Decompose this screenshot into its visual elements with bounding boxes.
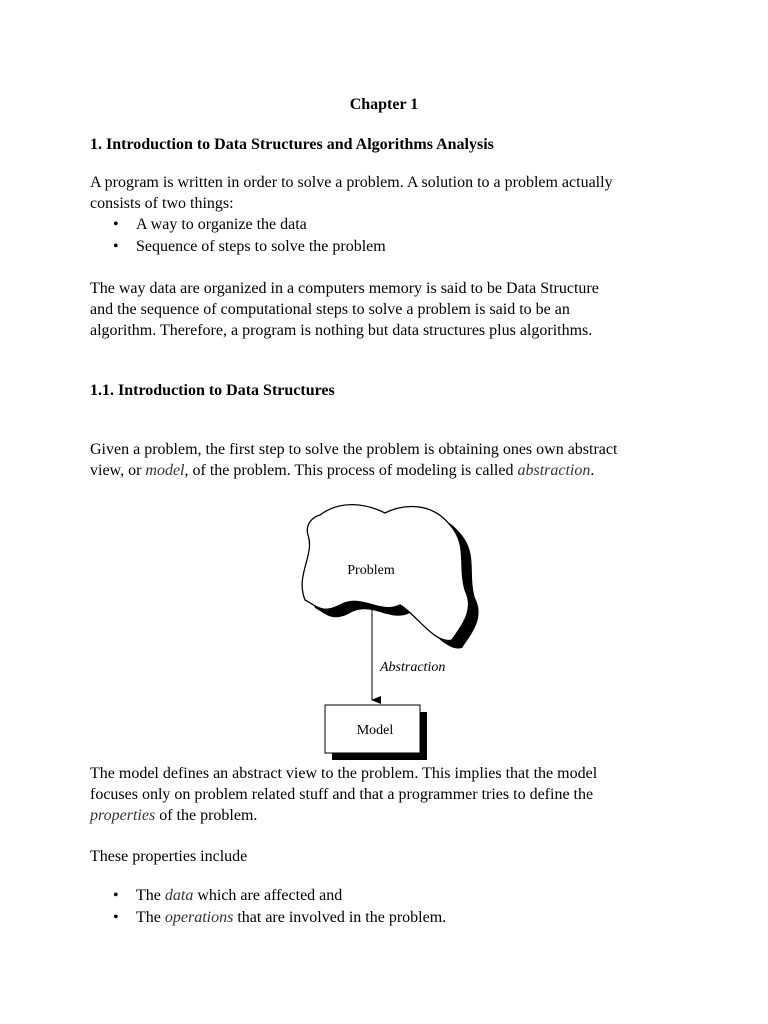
paragraph-4-line-2: focuses only on problem related stuff and that a programmer tries to define the: [90, 786, 594, 803]
intro-line-1: A program is written in order to solve a problem. A solution to a problem actually: [90, 174, 613, 191]
intro-bullet-list: [113, 214, 386, 258]
paragraph-5: These properties include: [90, 848, 248, 865]
paragraph-4-line-1: The model defines an abstract view to the problem. This implies that the model: [90, 765, 598, 782]
arrow-label: Abstraction: [380, 660, 446, 675]
model-term: model: [145, 462, 185, 479]
bullet-icon: •: [113, 238, 119, 255]
intro-line-2: consists of two things:: [90, 195, 234, 212]
bullet-icon: •: [113, 216, 119, 233]
data-term: data: [164, 887, 194, 904]
paragraph-3-line-2: view, or model, of the problem. This process of modeling is called abstraction.: [90, 462, 595, 479]
paragraph-3-line-1: Given a problem, the first step to solve the problem is obtaining ones own abstract: [90, 441, 618, 458]
abstraction-term: abstraction: [517, 462, 591, 479]
paragraph-2-line-3: algorithm. Therefore, a program is nothing but data structures plus algorithms.: [90, 322, 593, 339]
properties-term: properties: [90, 807, 156, 824]
model-label: Model: [356, 723, 394, 738]
list-item: • Sequence of steps to solve the problem: [113, 236, 386, 258]
cloud-label: Problem: [347, 563, 395, 578]
abstraction-diagram: [280, 495, 480, 765]
list-item: • A way to organize the data: [113, 214, 386, 236]
paragraph-2-line-2: and the sequence of computational steps to solve a problem is said to be an: [90, 301, 570, 318]
operations-term: operations: [164, 909, 234, 926]
bullet-icon: •: [113, 909, 119, 926]
list-item: • The operations that are involved in the problem.: [113, 907, 446, 929]
paragraph-4-line-3: properties of the problem.: [90, 807, 258, 824]
section-heading: 1. Introduction to Data Structures and Algorithms Analysis: [90, 136, 494, 153]
subsection-heading: 1.1. Introduction to Data Structures: [90, 382, 335, 399]
chapter-title: Chapter 1: [349, 96, 419, 113]
bullet-icon: •: [113, 887, 119, 904]
paragraph-2-line-1: The way data are organized in a computers memory is said to be Data Structure: [90, 280, 599, 297]
list-item: • The data which are affected and: [113, 885, 446, 907]
properties-list: [113, 885, 446, 929]
